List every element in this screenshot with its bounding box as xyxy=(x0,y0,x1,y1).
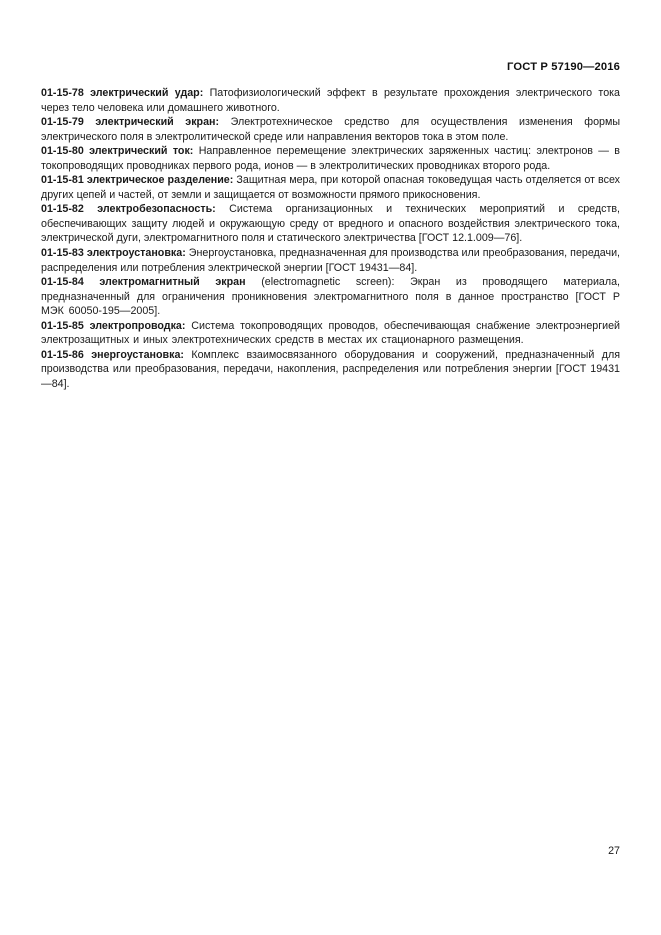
term-definition: Энергоустановка, предназначенная для производства или преобразования, передачи, распределения или потребления электрической энергии [ГОСТ 19431—84]. xyxy=(41,247,621,274)
term-label: 01-15-86 энергоустановка: xyxy=(41,348,184,361)
term-label: 01-15-82 электробезопасность: xyxy=(41,203,216,216)
running-header-standard-number: ГОСТ Р 57190—2016 xyxy=(507,61,620,73)
term-definition: Направленное перемещение электрических заряженных частиц: электронов — в токопроводящих проводниках первого рода, ионов — в электролитических проводниках второго рода. xyxy=(41,145,620,172)
term-definition: Система токопроводящих проводов, обеспечивающая снабжение электроэнергией электрозащитных и иных электротехнических средств в местах их стационарного размещения. xyxy=(41,319,620,347)
term-entry xyxy=(41,348,620,392)
term-entry xyxy=(41,275,620,319)
term-definition: Система организационных и технических мероприятий и средств, обеспечивающих защиту людей и окружающую среду от вредного и опасного воздействия электрического тока, электрической дуги, электромагнитного поля и статического электричества [ГОСТ 12.1.009—76]. xyxy=(41,203,620,245)
term-entry xyxy=(41,115,620,144)
term-label: 01-15-80 электрический ток: xyxy=(41,145,194,158)
term-definition: Экран из проводящего материала, предназначенный для ограничения проникновения электромагнитного поля в данное пространство [ГОСТ Р МЭК 60050-195—2005]. xyxy=(41,276,621,318)
term-label: 01-15-79 электрический экран: xyxy=(41,116,220,129)
term-label: 01-15-78 электрический удар: xyxy=(41,87,204,99)
terminology-entry-list xyxy=(41,86,620,391)
term-label: 01-15-85 электропроводка: xyxy=(41,319,186,332)
term-definition: Комплекс взаимосвязанного оборудования и сооружений, предназначенный для производства или преобразования, передачи, накопления, распределения или потребления энергии [ГОСТ 19431—84]. xyxy=(41,348,620,390)
term-definition: Электротехническое средство для осуществления изменения формы электрического поля в электролитической среде или направления векторов тока в этом поле. xyxy=(41,116,620,143)
term-entry xyxy=(41,202,620,246)
term-entry xyxy=(41,144,620,173)
term-entry xyxy=(41,173,620,202)
term-english-equivalent: (electromagnetic screen): xyxy=(245,276,395,289)
term-definition: Патофизиологический эффект в результате прохождения электрического тока через тело человека или домашнего животного. xyxy=(41,87,620,114)
term-label: 01-15-81 электрическое разделение: xyxy=(41,174,234,187)
term-entry xyxy=(41,246,620,275)
term-entry xyxy=(41,86,620,115)
term-label: 01-15-84 электромагнитный экран xyxy=(41,276,246,289)
term-label: 01-15-83 электроустановка: xyxy=(41,247,186,260)
term-definition: Защитная мера, при которой опасная токоведущая часть отделяется от всех других цепей и частей, от земли и защищается от возможности прямого прикосновения. xyxy=(41,174,620,201)
page-number: 27 xyxy=(608,845,620,857)
term-entry xyxy=(41,319,620,348)
